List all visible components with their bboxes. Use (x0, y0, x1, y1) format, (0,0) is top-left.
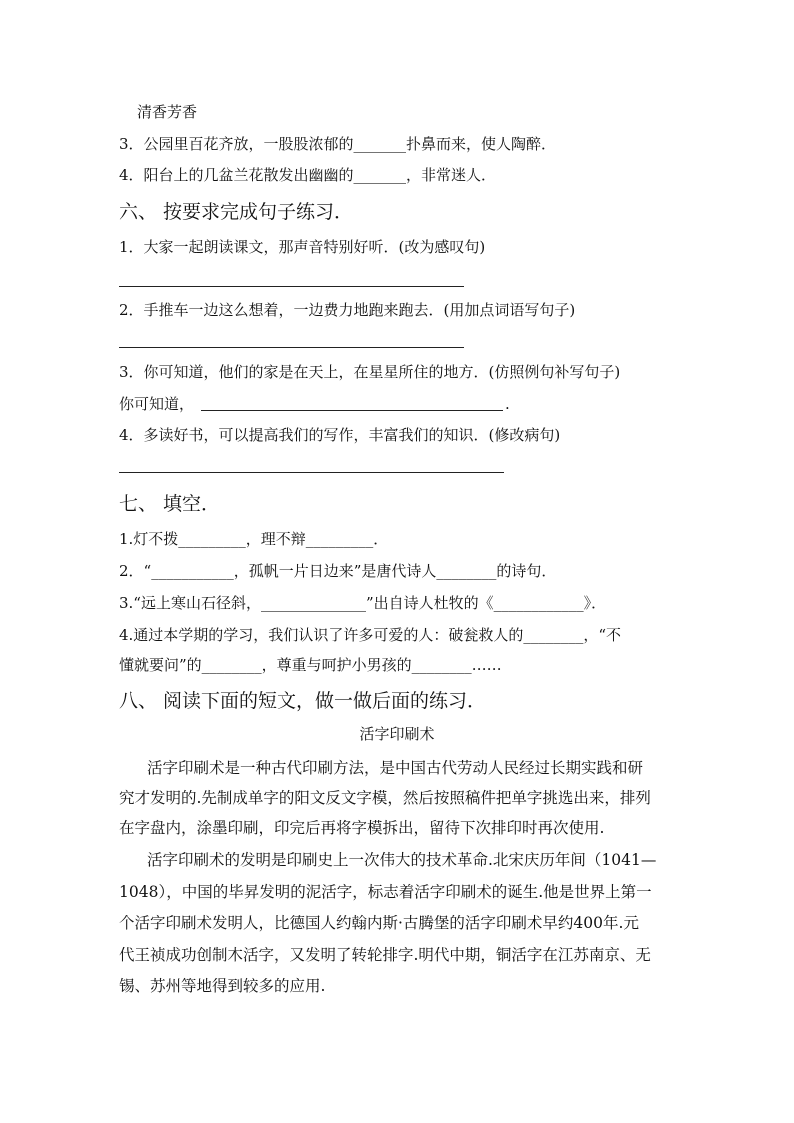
s6-question-2: 2．手推车一边这么想着，一边费力地跑来跑去．(用加点词语写句子) (119, 301, 576, 319)
article-p2-line-5: 锡、苏州等地得到较多的应用. (119, 977, 326, 995)
article-p1-line-3: 在字盘内，涂墨印刷，印完后再将字模拆出，留待下次排印时再次使用. (119, 819, 605, 837)
s6-q1-answer-line[interactable] (119, 286, 464, 287)
s7-question-4-line-2: 懂就要问”的________，尊重与呵护小男孩的________…… (119, 656, 502, 674)
article-p1-line-1: 活字印刷术是一种古代印刷方法，是中国古代劳动人民经过长期实践和研 (147, 759, 644, 777)
s6-q4-answer-line[interactable] (119, 472, 504, 473)
s7-question-1: 1.灯不拨_________，理不辩_________． (119, 530, 389, 548)
article-title: 活字印刷术 (359, 725, 435, 743)
article-p2-line-3: 个活字印刷术发明人，比德国人约翰内斯·古腾堡的活字印刷术早约400年.元 (119, 914, 639, 932)
s7-question-2: 2．“___________，孤帆一片日边来”是唐代诗人________的诗句． (119, 562, 557, 580)
s7-question-4-line-1: 4.通过本学期的学习，我们认识了许多可爱的人：破瓮救人的________，“不 (119, 626, 621, 644)
article-p2-line-1: 活字印刷术的发明是印刷史上一次伟大的技术革命.北宋庆历年间（1041— (147, 851, 657, 869)
s6-question-3: 3．你可知道，他们的家是在天上，在星星所住的地方．(仿照例句补写句子) (119, 363, 621, 381)
article-p2-line-4: 代王祯成功创制木活字，又发明了转轮排字.明代中期，铜活字在江苏南京、无 (119, 946, 651, 964)
s6-question-1: 1．大家一起朗读课文，那声音特别好听．(改为感叹句) (119, 238, 486, 256)
s7-question-3: 3.“远上寒山石径斜，______________”出自诗人杜牧的《____________》． (119, 594, 607, 612)
section-6-heading: 六、 按要求完成句子练习． (119, 201, 354, 223)
s6-q2-answer-line[interactable] (119, 347, 464, 348)
top-fragment: 清香芳香 (137, 103, 198, 121)
s6-question-4: 4．多读好书，可以提高我们的写作，丰富我们的知识．(修改病句) (119, 426, 561, 444)
article-p2-line-2: 1048），中国的毕昇发明的泥活字，标志着活字印刷术的诞生.他是世界上第一 (119, 883, 652, 901)
s6-q3-prefix: 你可知道， (119, 395, 195, 413)
s5-question-3: 3．公园里百花齐放，一股股浓郁的_______扑鼻而来，使人陶醉． (119, 135, 557, 153)
section-7-heading: 七、 填空． (119, 493, 221, 515)
article-p1-line-2: 究才发明的.先制成单字的阳文反文字模，然后按照稿件把单字挑选出来，排列 (119, 789, 651, 807)
s6-q3-answer-line[interactable] (201, 410, 503, 411)
section-8-heading: 八、 阅读下面的短文，做一做后面的练习． (119, 690, 487, 712)
s6-q3-suffix: . (505, 395, 510, 413)
s5-question-4: 4．阳台上的几盆兰花散发出幽幽的_______，非常迷人． (119, 166, 497, 184)
